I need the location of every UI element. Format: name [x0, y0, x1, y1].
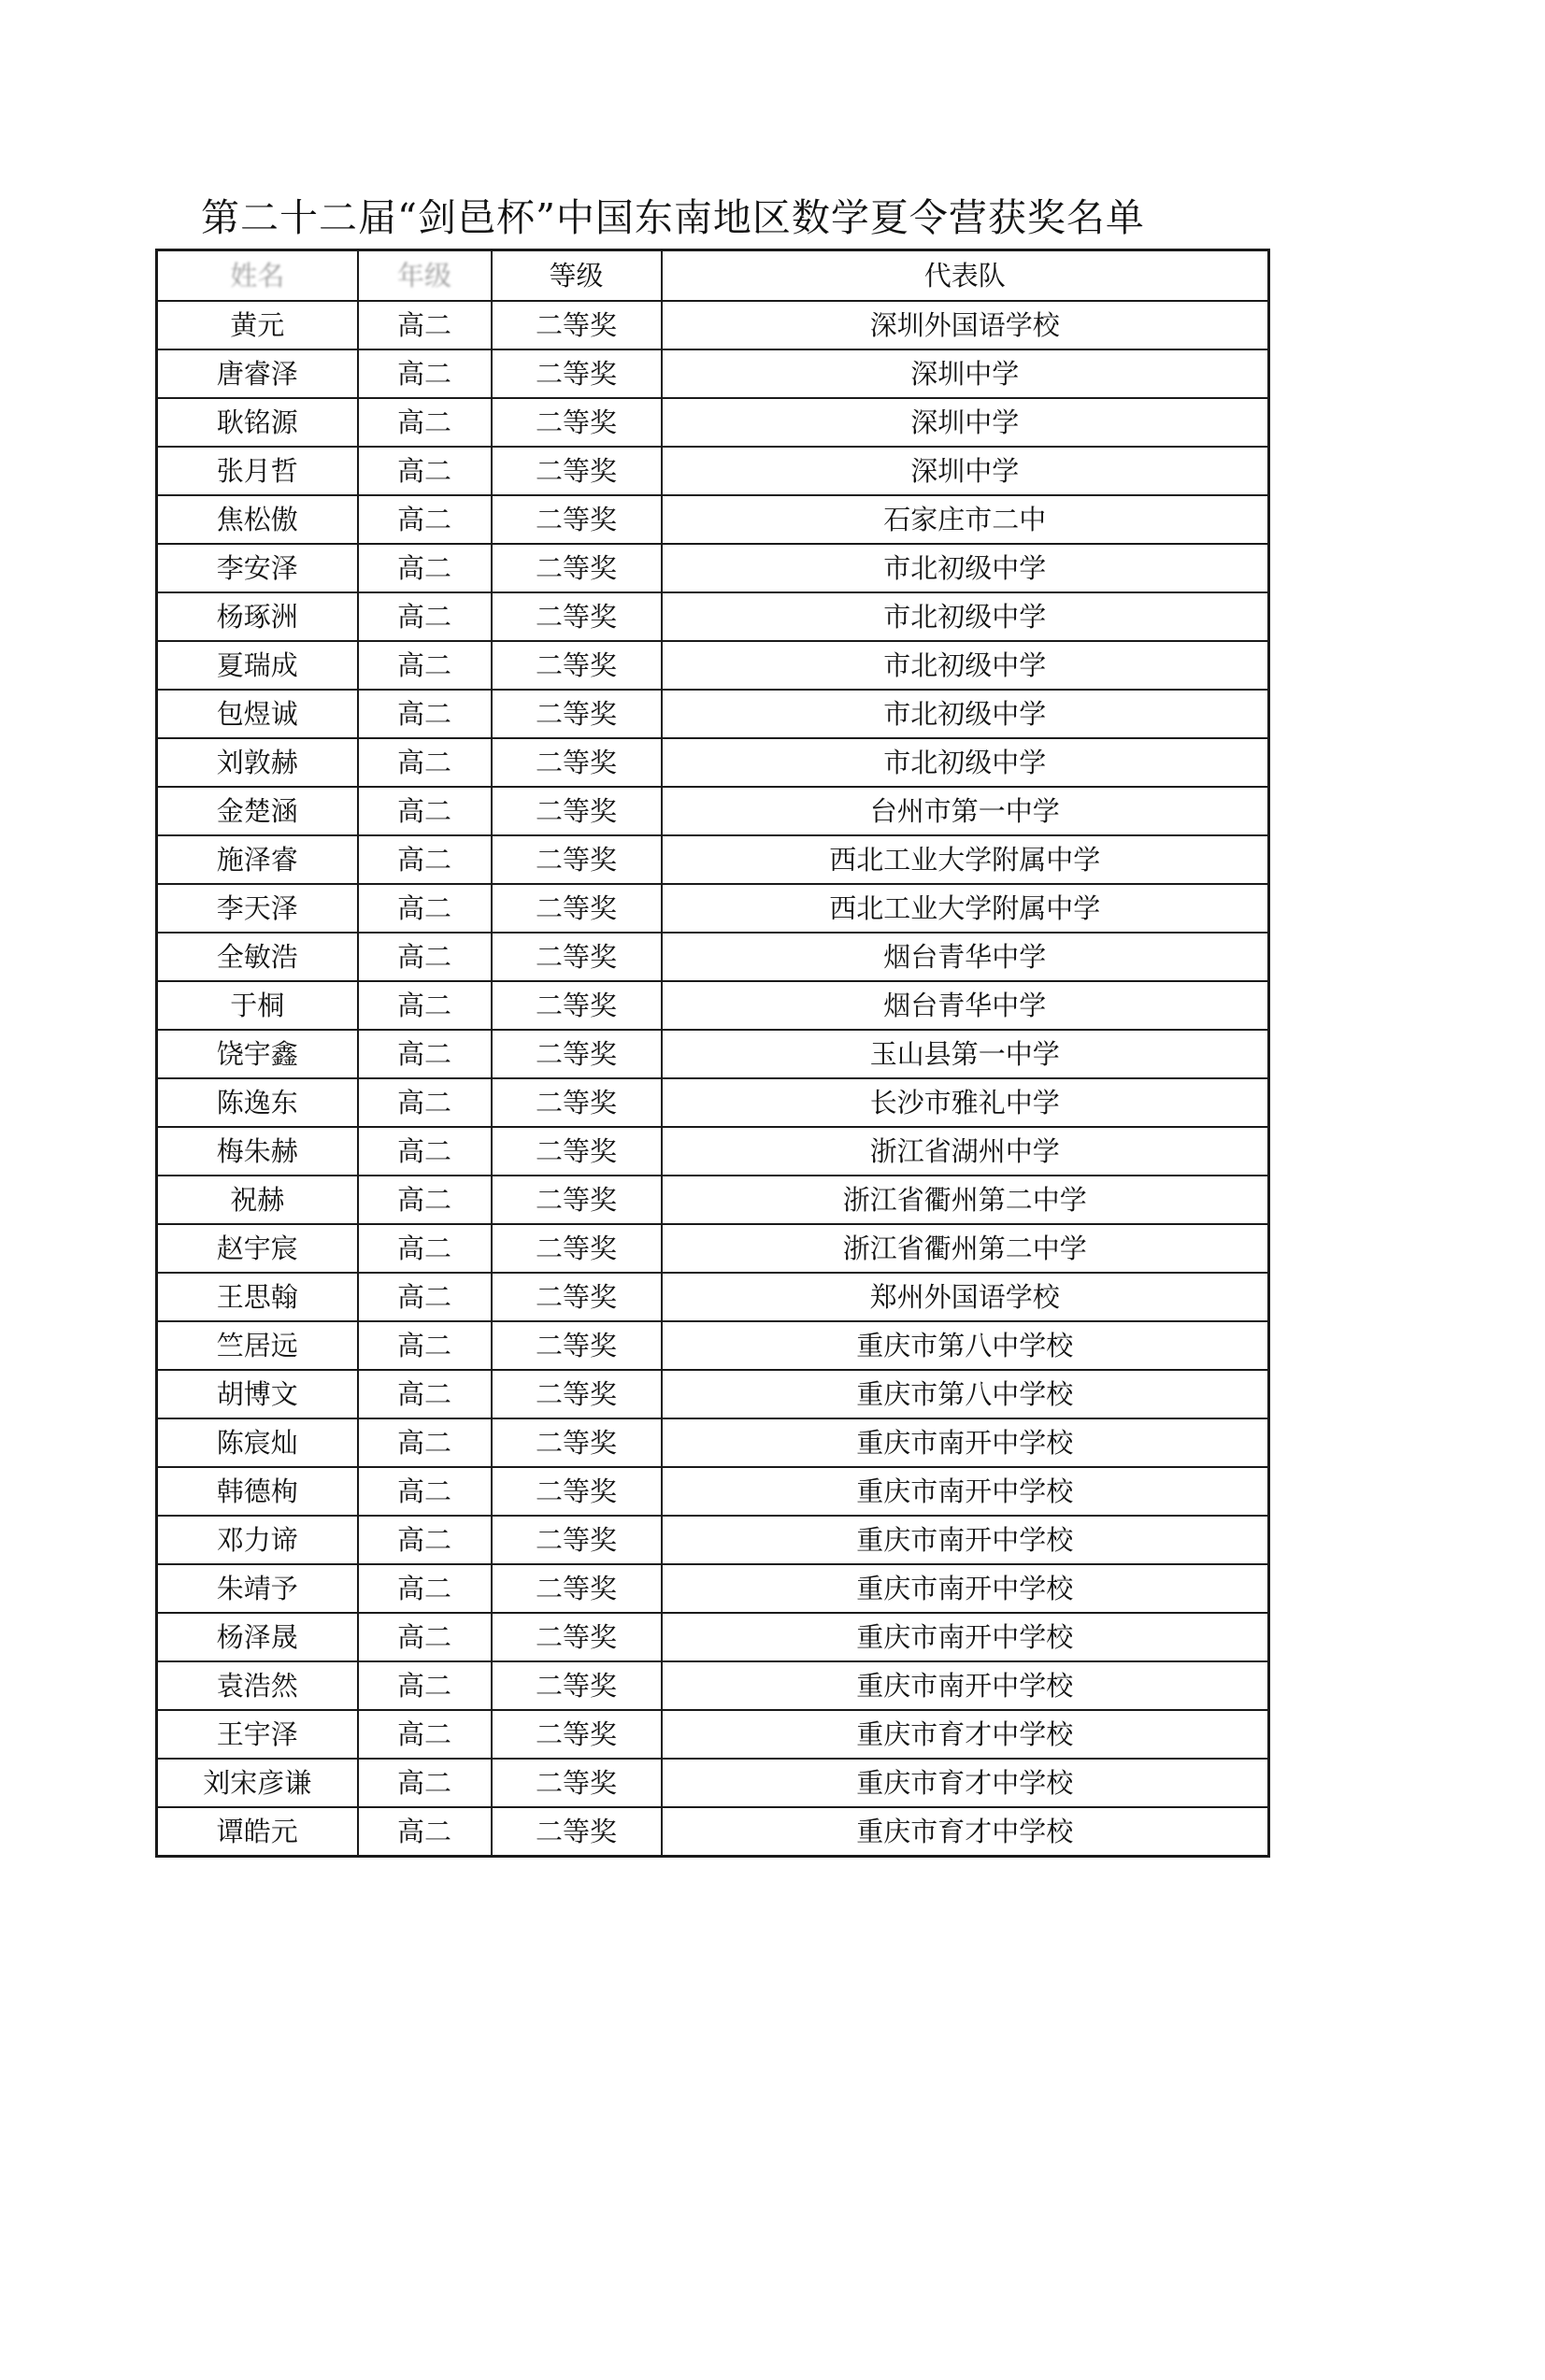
table-row: [157, 1078, 1269, 1127]
cell-grade: 高二: [358, 1176, 492, 1224]
cell-award-level: 二等奖: [492, 398, 662, 447]
table-row: [157, 1176, 1269, 1224]
cell-award-level: 二等奖: [492, 1224, 662, 1273]
cell-name: 王思翰: [157, 1273, 358, 1321]
cell-team: 重庆市南开中学校: [662, 1418, 1269, 1467]
cell-name: 金楚涵: [157, 787, 358, 835]
cell-award-level: 二等奖: [492, 1467, 662, 1516]
table-row: [157, 933, 1269, 981]
cell-team: 重庆市南开中学校: [662, 1661, 1269, 1710]
cell-name: 刘宋彦谦: [157, 1759, 358, 1807]
cell-name: 赵宇宸: [157, 1224, 358, 1273]
cell-award-level: 二等奖: [492, 1710, 662, 1759]
cell-team: 重庆市南开中学校: [662, 1613, 1269, 1661]
cell-award-level: 二等奖: [492, 1613, 662, 1661]
cell-team: 重庆市第八中学校: [662, 1321, 1269, 1370]
cell-grade: 高二: [358, 835, 492, 884]
table-row: [157, 1516, 1269, 1564]
cell-grade: 高二: [358, 301, 492, 349]
table-row: [157, 447, 1269, 495]
cell-team: 石家庄市二中: [662, 495, 1269, 544]
cell-grade: 高二: [358, 1759, 492, 1807]
cell-grade: 高二: [358, 981, 492, 1030]
cell-grade: 高二: [358, 1564, 492, 1613]
table-row: [157, 1807, 1269, 1857]
cell-award-level: 二等奖: [492, 981, 662, 1030]
cell-name: 邓力谛: [157, 1516, 358, 1564]
cell-team: 重庆市南开中学校: [662, 1467, 1269, 1516]
cell-name: 黄元: [157, 301, 358, 349]
cell-award-level: 二等奖: [492, 1078, 662, 1127]
table-row: [157, 738, 1269, 787]
cell-team: 重庆市育才中学校: [662, 1710, 1269, 1759]
cell-name: 杨泽晟: [157, 1613, 358, 1661]
cell-name: 杨琢洲: [157, 592, 358, 641]
cell-team: 市北初级中学: [662, 690, 1269, 738]
cell-award-level: 二等奖: [492, 1564, 662, 1613]
cell-grade: 高二: [358, 1321, 492, 1370]
header-name: 姓名: [157, 250, 358, 302]
header-award-level: 等级: [492, 250, 662, 302]
table-row: [157, 690, 1269, 738]
cell-award-level: 二等奖: [492, 447, 662, 495]
table-row: [157, 398, 1269, 447]
table-body: [157, 301, 1269, 1857]
cell-name: 竺居远: [157, 1321, 358, 1370]
cell-team: 市北初级中学: [662, 544, 1269, 592]
cell-grade: 高二: [358, 884, 492, 933]
cell-name: 于桐: [157, 981, 358, 1030]
cell-team: 浙江省衢州第二中学: [662, 1224, 1269, 1273]
table-row: [157, 1661, 1269, 1710]
cell-award-level: 二等奖: [492, 301, 662, 349]
table-row: [157, 1564, 1269, 1613]
cell-team: 市北初级中学: [662, 738, 1269, 787]
cell-name: 陈逸东: [157, 1078, 358, 1127]
table-row: [157, 544, 1269, 592]
cell-team: 烟台青华中学: [662, 981, 1269, 1030]
cell-team: 西北工业大学附属中学: [662, 884, 1269, 933]
cell-award-level: 二等奖: [492, 1807, 662, 1857]
cell-team: 重庆市育才中学校: [662, 1759, 1269, 1807]
table-row: [157, 981, 1269, 1030]
cell-grade: 高二: [358, 495, 492, 544]
cell-name: 陈宸灿: [157, 1418, 358, 1467]
cell-name: 夏瑞成: [157, 641, 358, 690]
table-row: [157, 1613, 1269, 1661]
cell-award-level: 二等奖: [492, 1661, 662, 1710]
table-row: [157, 1030, 1269, 1078]
table-row: [157, 349, 1269, 398]
cell-name: 张月哲: [157, 447, 358, 495]
table-row: [157, 884, 1269, 933]
cell-name: 谭皓元: [157, 1807, 358, 1857]
cell-award-level: 二等奖: [492, 1516, 662, 1564]
cell-name: 耿铭源: [157, 398, 358, 447]
cell-grade: 高二: [358, 738, 492, 787]
cell-team: 烟台青华中学: [662, 933, 1269, 981]
cell-grade: 高二: [358, 690, 492, 738]
cell-name: 韩德栒: [157, 1467, 358, 1516]
table-row: [157, 835, 1269, 884]
cell-team: 市北初级中学: [662, 592, 1269, 641]
table-row: [157, 301, 1269, 349]
cell-name: 饶宇鑫: [157, 1030, 358, 1078]
cell-grade: 高二: [358, 1370, 492, 1418]
cell-team: 深圳中学: [662, 447, 1269, 495]
table-row: [157, 1370, 1269, 1418]
table-header-row: [157, 250, 1269, 302]
cell-name: 唐睿泽: [157, 349, 358, 398]
cell-team: 重庆市第八中学校: [662, 1370, 1269, 1418]
table-row: [157, 592, 1269, 641]
cell-team: 深圳中学: [662, 349, 1269, 398]
cell-team: 玉山县第一中学: [662, 1030, 1269, 1078]
cell-name: 李安泽: [157, 544, 358, 592]
cell-grade: 高二: [358, 398, 492, 447]
cell-grade: 高二: [358, 1030, 492, 1078]
cell-name: 梅朱赫: [157, 1127, 358, 1176]
cell-grade: 高二: [358, 1078, 492, 1127]
cell-team: 台州市第一中学: [662, 787, 1269, 835]
table-row: [157, 1418, 1269, 1467]
cell-grade: 高二: [358, 787, 492, 835]
cell-name: 王宇泽: [157, 1710, 358, 1759]
table-row: [157, 787, 1269, 835]
cell-award-level: 二等奖: [492, 641, 662, 690]
table-row: [157, 1127, 1269, 1176]
cell-name: 包煜诚: [157, 690, 358, 738]
cell-award-level: 二等奖: [492, 787, 662, 835]
cell-award-level: 二等奖: [492, 1418, 662, 1467]
cell-grade: 高二: [358, 1516, 492, 1564]
cell-grade: 高二: [358, 349, 492, 398]
cell-name: 李天泽: [157, 884, 358, 933]
table-row: [157, 1321, 1269, 1370]
cell-grade: 高二: [358, 1613, 492, 1661]
cell-grade: 高二: [358, 1273, 492, 1321]
cell-name: 刘敦赫: [157, 738, 358, 787]
table-row: [157, 495, 1269, 544]
cell-name: 祝赫: [157, 1176, 358, 1224]
cell-award-level: 二等奖: [492, 349, 662, 398]
table-row: [157, 641, 1269, 690]
cell-award-level: 二等奖: [492, 1370, 662, 1418]
cell-award-level: 二等奖: [492, 544, 662, 592]
header-team: 代表队: [662, 250, 1269, 302]
cell-award-level: 二等奖: [492, 1176, 662, 1224]
cell-award-level: 二等奖: [492, 1127, 662, 1176]
cell-team: 深圳外国语学校: [662, 301, 1269, 349]
cell-team: 重庆市育才中学校: [662, 1807, 1269, 1857]
header-grade: 年级: [358, 250, 492, 302]
table-row: [157, 1467, 1269, 1516]
cell-grade: 高二: [358, 933, 492, 981]
cell-award-level: 二等奖: [492, 738, 662, 787]
cell-team: 西北工业大学附属中学: [662, 835, 1269, 884]
cell-grade: 高二: [358, 544, 492, 592]
cell-award-level: 二等奖: [492, 690, 662, 738]
cell-grade: 高二: [358, 1224, 492, 1273]
cell-name: 焦松傲: [157, 495, 358, 544]
cell-name: 朱靖予: [157, 1564, 358, 1613]
cell-team: 浙江省湖州中学: [662, 1127, 1269, 1176]
cell-award-level: 二等奖: [492, 933, 662, 981]
table-row: [157, 1759, 1269, 1807]
cell-grade: 高二: [358, 1127, 492, 1176]
table-row: [157, 1224, 1269, 1273]
cell-name: 袁浩然: [157, 1661, 358, 1710]
cell-award-level: 二等奖: [492, 835, 662, 884]
cell-team: 郑州外国语学校: [662, 1273, 1269, 1321]
cell-grade: 高二: [358, 1710, 492, 1759]
cell-grade: 高二: [358, 1418, 492, 1467]
cell-name: 胡博文: [157, 1370, 358, 1418]
table-row: [157, 1273, 1269, 1321]
cell-award-level: 二等奖: [492, 592, 662, 641]
cell-grade: 高二: [358, 1661, 492, 1710]
cell-award-level: 二等奖: [492, 1030, 662, 1078]
page-title: 第二十二届“剑邑杯”中国东南地区数学夏令营获奖名单: [201, 195, 1145, 240]
award-table: [155, 249, 1270, 1858]
cell-team: 重庆市南开中学校: [662, 1516, 1269, 1564]
cell-name: 施泽睿: [157, 835, 358, 884]
table-row: [157, 1710, 1269, 1759]
cell-grade: 高二: [358, 1467, 492, 1516]
cell-team: 浙江省衢州第二中学: [662, 1176, 1269, 1224]
cell-grade: 高二: [358, 447, 492, 495]
cell-award-level: 二等奖: [492, 884, 662, 933]
cell-team: 重庆市南开中学校: [662, 1564, 1269, 1613]
cell-team: 市北初级中学: [662, 641, 1269, 690]
cell-award-level: 二等奖: [492, 1273, 662, 1321]
cell-grade: 高二: [358, 641, 492, 690]
cell-grade: 高二: [358, 592, 492, 641]
cell-team: 深圳中学: [662, 398, 1269, 447]
cell-award-level: 二等奖: [492, 1321, 662, 1370]
cell-award-level: 二等奖: [492, 1759, 662, 1807]
cell-team: 长沙市雅礼中学: [662, 1078, 1269, 1127]
cell-grade: 高二: [358, 1807, 492, 1857]
cell-award-level: 二等奖: [492, 495, 662, 544]
cell-name: 全敏浩: [157, 933, 358, 981]
